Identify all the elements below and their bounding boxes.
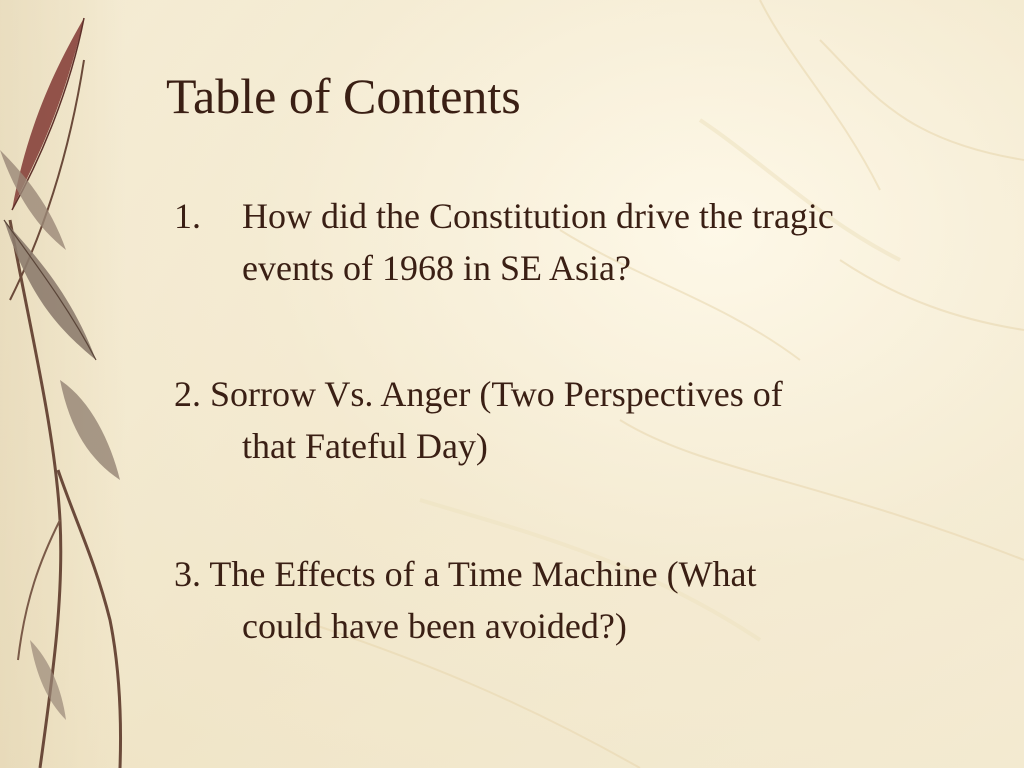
toc-item-3	[166, 548, 966, 652]
toc-item-text-line2: could have been avoided?)	[242, 606, 627, 646]
toc-item-text-line2: that Fateful Day)	[242, 426, 488, 466]
toc-item-text-line1: 3. The Effects of a Time Machine (What	[174, 554, 757, 594]
toc-item-1	[166, 190, 966, 294]
toc-item-text-line1: 2. Sorrow Vs. Anger (Two Perspectives of	[174, 374, 783, 414]
slide-title: Table of Contents	[166, 68, 521, 124]
toc-item-number: 1.	[174, 196, 201, 236]
eucalyptus-leaf-decoration	[0, 0, 160, 768]
toc-item-text: How did the Constitution drive the tragic events of 1968 in SE Asia?	[242, 196, 834, 288]
table-of-contents-list	[166, 190, 966, 652]
toc-item-2	[166, 368, 966, 472]
